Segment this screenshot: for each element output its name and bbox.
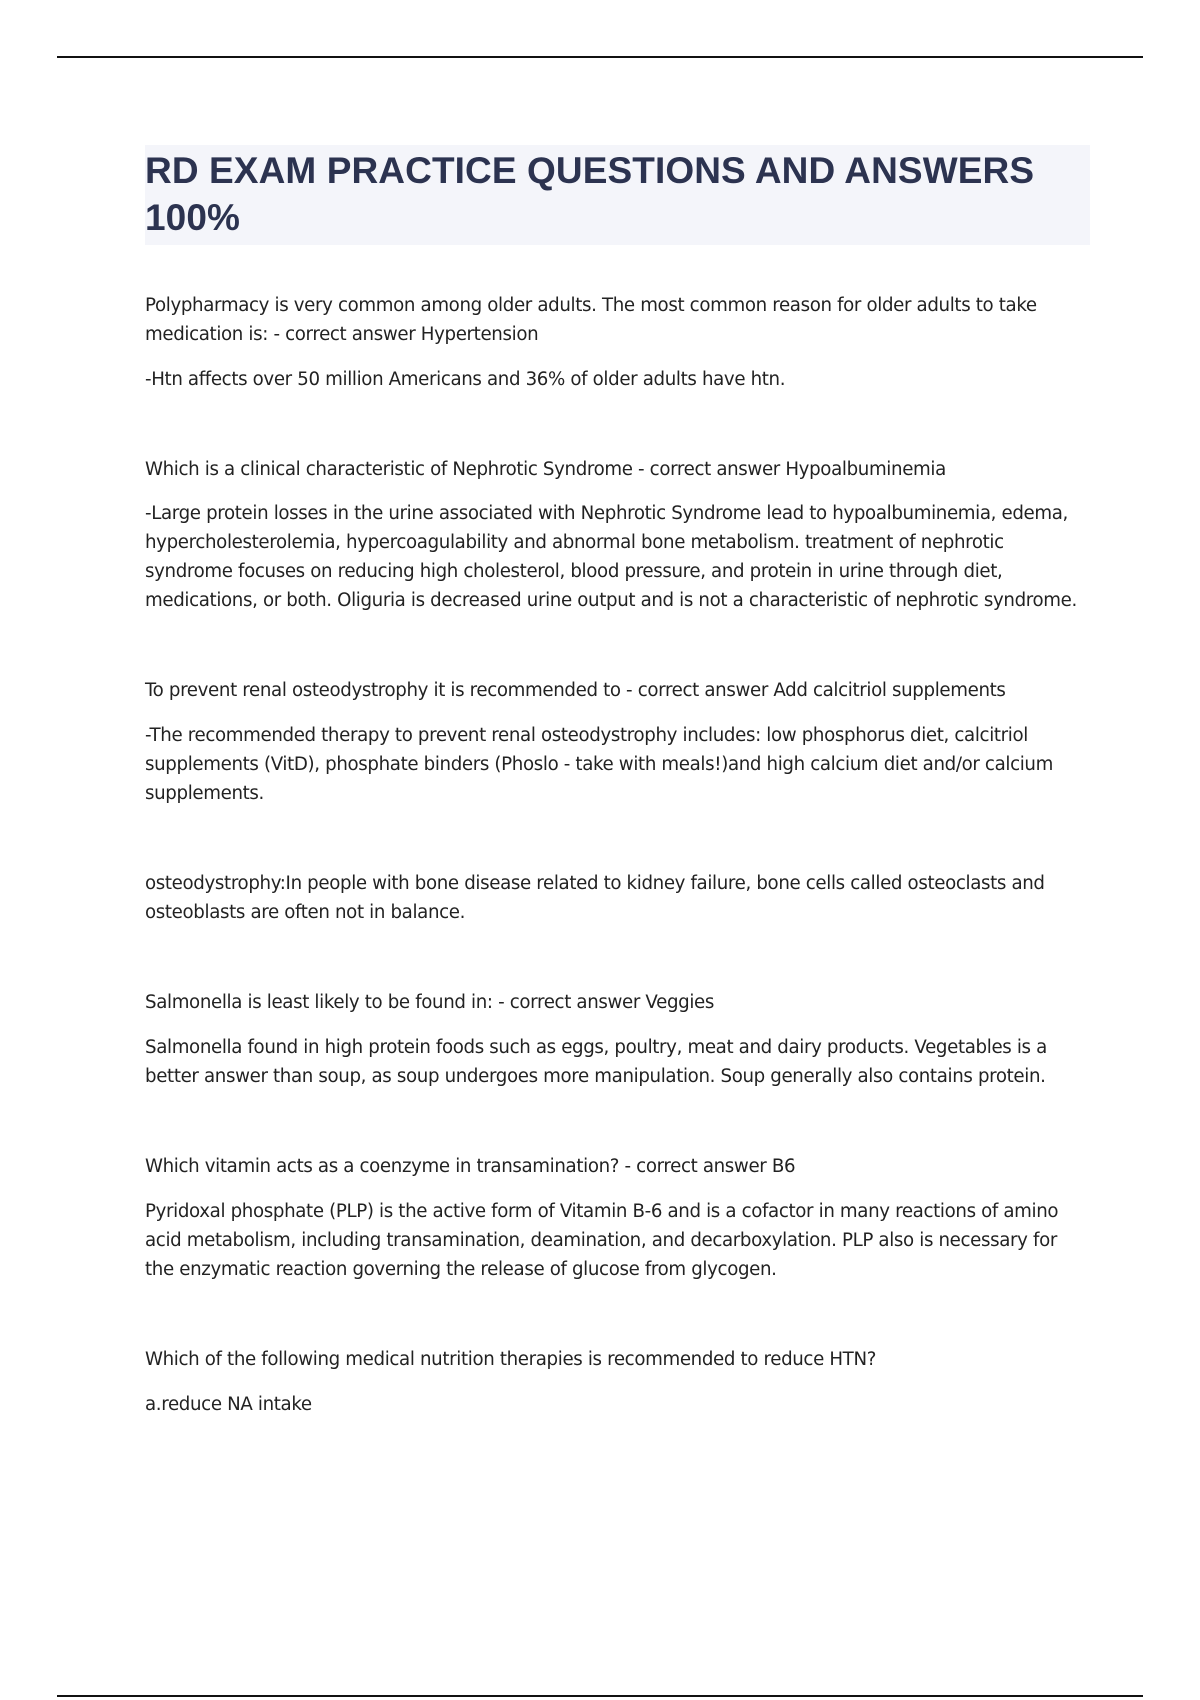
qa-item (145, 1152, 1090, 1284)
document-body (145, 145, 1090, 1419)
explanation-text: a.reduce NA intake (145, 1394, 312, 1415)
qa-item (145, 291, 1090, 394)
question-text: Which vitamin acts as a coenzyme in transamination? - correct answer B6 (145, 1156, 796, 1177)
qa-item (145, 988, 1090, 1091)
explanation-text: -Large protein losses in the urine associated with Nephrotic Syndrome lead to hypoalbuminemia, edema, hypercholesterolemia, hypercoagulability and abnormal bone metabolism. treatment of nephrotic syndrome focuses on reducing high cholesterol, blood pressure, and protein in urine through diet, medications, or both. Oliguria is decreased urine output and is not a characteristic of nephrotic syndrome. (145, 503, 1077, 611)
question-text: To prevent renal osteodystrophy it is recommended to - correct answer Add calcitriol supplements (145, 680, 1006, 701)
qa-item (145, 676, 1090, 808)
qa-item (145, 1345, 1090, 1419)
document-title: RD EXAM PRACTICE QUESTIONS AND ANSWERS 100% (145, 150, 1035, 238)
bottom-rule (57, 1695, 1143, 1697)
explanation-text: -The recommended therapy to prevent renal osteodystrophy includes: low phosphorus diet, calcitriol supplements (VitD), phosphate binders (Phoslo - take with meals!)and high calcium diet and/or calcium supplements. (145, 725, 1053, 804)
title-block (145, 145, 1090, 245)
note-text: osteodystrophy:In people with bone disease related to kidney failure, bone cells called osteoclasts and osteoblasts are often not in balance. (145, 873, 1045, 923)
explanation-text: -Htn affects over 50 million Americans and 36% of older adults have htn. (145, 369, 786, 390)
qa-item (145, 455, 1090, 615)
question-text: Polypharmacy is very common among older adults. The most common reason for older adults to take medication is: - correct answer Hypertension (145, 295, 1037, 345)
note-item (145, 869, 1090, 927)
question-text: Which of the following medical nutrition therapies is recommended to reduce HTN? (145, 1349, 876, 1370)
question-text: Which is a clinical characteristic of Nephrotic Syndrome - correct answer Hypoalbuminemia (145, 459, 946, 480)
top-rule (57, 56, 1143, 58)
explanation-text: Salmonella found in high protein foods such as eggs, poultry, meat and dairy products. Vegetables is a better answer than soup, as soup undergoes more manipulation. Soup generally also contains protein. (145, 1037, 1047, 1087)
explanation-text: Pyridoxal phosphate (PLP) is the active form of Vitamin B-6 and is a cofactor in many reactions of amino acid metabolism, including transamination, deamination, and decarboxylation. PLP also is necessary for the enzymatic reaction governing the release of glucose from glycogen. (145, 1201, 1059, 1280)
question-text: Salmonella is least likely to be found in: - correct answer Veggies (145, 992, 715, 1013)
